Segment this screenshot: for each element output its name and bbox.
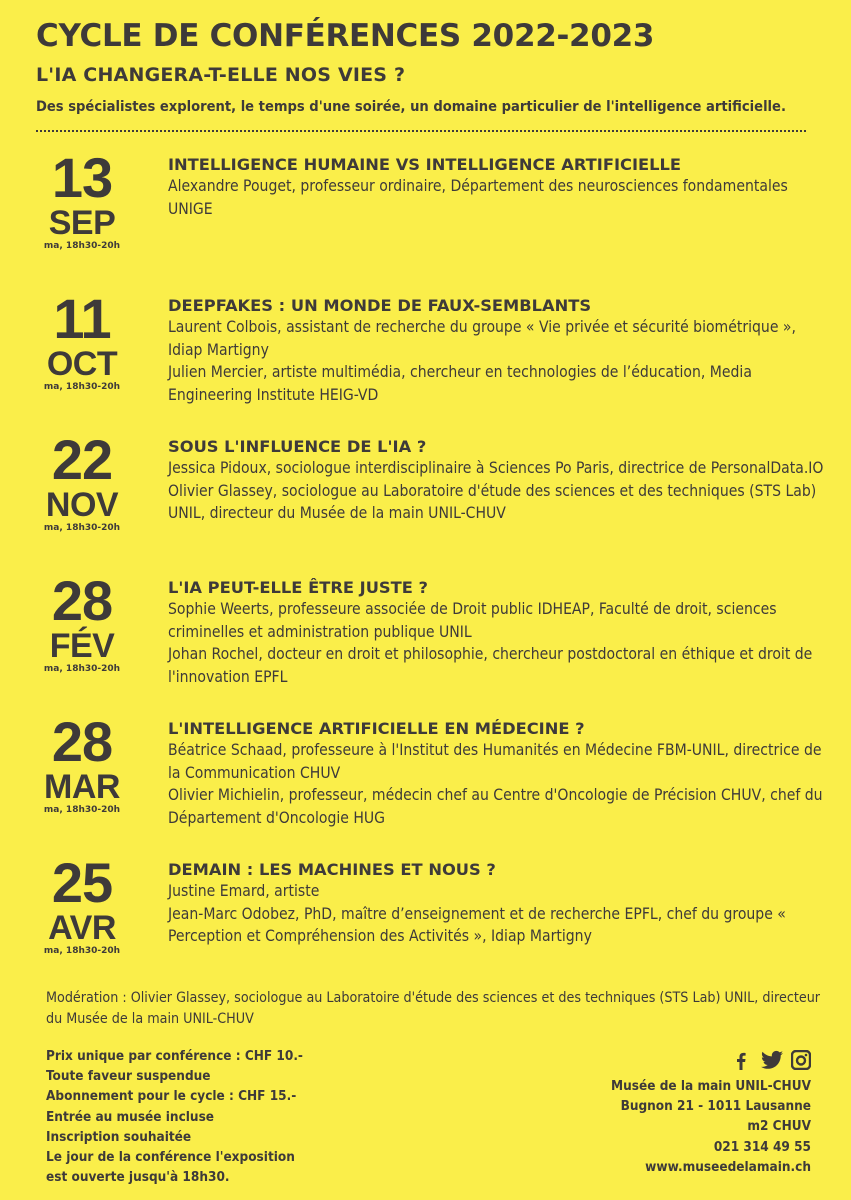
price-line: Inscription souhaitée <box>46 1128 192 1145</box>
event-speaker: Laurent Colbois, assistant de recherche du groupe « Vie privée et sécurité biométrique », Idiap Martigny <box>168 318 796 359</box>
event-content <box>168 577 828 688</box>
event-month: MAR <box>44 768 120 806</box>
instagram-icon[interactable] <box>791 1050 811 1070</box>
event-date <box>36 146 128 252</box>
event-speaker: Alexandre Pouget, professeur ordinaire, Département des neurosciences fondamentales UNIGE <box>168 177 788 218</box>
social-links <box>731 1050 811 1070</box>
facebook-icon[interactable] <box>731 1050 751 1070</box>
pricing-info <box>46 1046 386 1187</box>
event-date <box>36 287 128 393</box>
event-time: ma, 18h30-20h <box>43 664 121 674</box>
event-date <box>36 428 128 534</box>
event-time: ma, 18h30-20h <box>43 382 121 392</box>
intro-text: Des spécialistes explorent, le temps d'une soirée, un domaine particulier de l'intelligence artificielle. <box>36 98 786 115</box>
event-speaker: Jean-Marc Odobez, PhD, maître d’enseignement et de recherche EPFL, chef du groupe « Perception et Compréhension des Activités », Idiap Martigny <box>168 904 786 945</box>
museum-metro: m2 CHUV <box>747 1118 811 1135</box>
price-line: Le jour de la conférence l'exposition <box>46 1149 295 1166</box>
event-content <box>168 154 828 220</box>
event-day: 28 <box>51 569 113 632</box>
museum-website[interactable]: www.museedelamain.ch <box>645 1158 811 1175</box>
event-day: 13 <box>51 146 113 209</box>
event-day: 25 <box>51 851 113 914</box>
event-day: 22 <box>51 428 113 491</box>
event-time: ma, 18h30-20h <box>43 523 121 533</box>
event-month: AVR <box>48 909 116 947</box>
event-date <box>36 569 128 675</box>
museum-contact <box>611 1076 811 1177</box>
page-subtitle: L'IA CHANGERA-T-ELLE NOS VIES ? <box>36 64 406 86</box>
event-date <box>36 851 128 957</box>
event-speaker: Johan Rochel, docteur en droit et philosophie, chercheur postdoctoral en éthique et droit de l'innovation EPFL <box>168 645 813 686</box>
event-content <box>168 436 828 525</box>
event-date <box>36 710 128 816</box>
event-title: L'IA PEUT-ELLE ÊTRE JUSTE ? <box>168 578 428 597</box>
price-line: Prix unique par conférence : CHF 10.- <box>46 1048 303 1064</box>
event-day: 11 <box>53 287 111 350</box>
event-speaker: Béatrice Schaad, professeure à l'Institut des Humanités en Médecine FBM-UNIL, directrice de la Communication CHUV <box>168 741 822 782</box>
event-title: L'INTELLIGENCE ARTIFICIELLE EN MÉDECINE ? <box>168 719 585 738</box>
event-title: INTELLIGENCE HUMAINE VS INTELLIGENCE ARTIFICIELLE <box>168 155 682 174</box>
event-title: DEMAIN : LES MACHINES ET NOUS ? <box>168 860 496 879</box>
moderation-note: Modération : Olivier Glassey, sociologue au Laboratoire d'étude des sciences et des techniques (STS Lab) UNIL, directeur du Musée de la main UNIL-CHUV <box>46 990 821 1027</box>
event-title: SOUS L'INFLUENCE DE L'IA ? <box>168 437 427 456</box>
event-time: ma, 18h30-20h <box>43 946 121 956</box>
event-content <box>168 295 828 406</box>
event-content <box>168 859 828 948</box>
event-month: SEP <box>48 204 116 242</box>
event-speaker: Julien Mercier, artiste multimédia, chercheur en technologies de l’éducation, Media Engineering Institute HEIG-VD <box>168 363 752 404</box>
museum-address: Bugnon 21 - 1011 Lausanne <box>620 1098 811 1115</box>
event-speaker: Olivier Glassey, sociologue au Laboratoire d'étude des sciences et des techniques (STS Lab) UNIL, directeur du Musée de la main UNIL-CHUV <box>168 481 817 522</box>
event-month: OCT <box>46 345 118 383</box>
price-line: Entrée au musée incluse <box>46 1108 215 1125</box>
event-month: FÉV <box>49 627 115 665</box>
event-content <box>168 718 828 829</box>
price-line: Toute faveur suspendue <box>46 1068 211 1085</box>
dotted-divider <box>36 130 806 132</box>
page-title: CYCLE DE CONFÉRENCES 2022-2023 <box>36 18 655 54</box>
event-day: 28 <box>51 710 113 773</box>
event-time: ma, 18h30-20h <box>43 241 121 251</box>
event-month: NOV <box>45 486 119 524</box>
price-line: Abonnement pour le cycle : CHF 15.- <box>46 1088 297 1105</box>
museum-phone: 021 314 49 55 <box>713 1138 811 1155</box>
event-speaker: Jessica Pidoux, sociologue interdisciplinaire à Sciences Po Paris, directrice de PersonalData.IO <box>168 459 824 477</box>
event-title: DEEPFAKES : UN MONDE DE FAUX-SEMBLANTS <box>168 296 592 315</box>
twitter-icon[interactable] <box>761 1050 781 1070</box>
event-speaker: Olivier Michielin, professeur, médecin chef au Centre d'Oncologie de Précision CHUV, chef du Département d'Oncologie HUG <box>168 786 823 827</box>
event-speaker: Sophie Weerts, professeure associée de Droit public IDHEAP, Faculté de droit, sciences criminelles et administration publique UNIL <box>168 600 777 641</box>
museum-name: Musée de la main UNIL-CHUV <box>611 1078 811 1094</box>
price-line: est ouverte jusqu'à 18h30. <box>46 1169 230 1186</box>
event-speaker: Justine Emard, artiste <box>168 882 320 900</box>
event-time: ma, 18h30-20h <box>43 805 121 815</box>
